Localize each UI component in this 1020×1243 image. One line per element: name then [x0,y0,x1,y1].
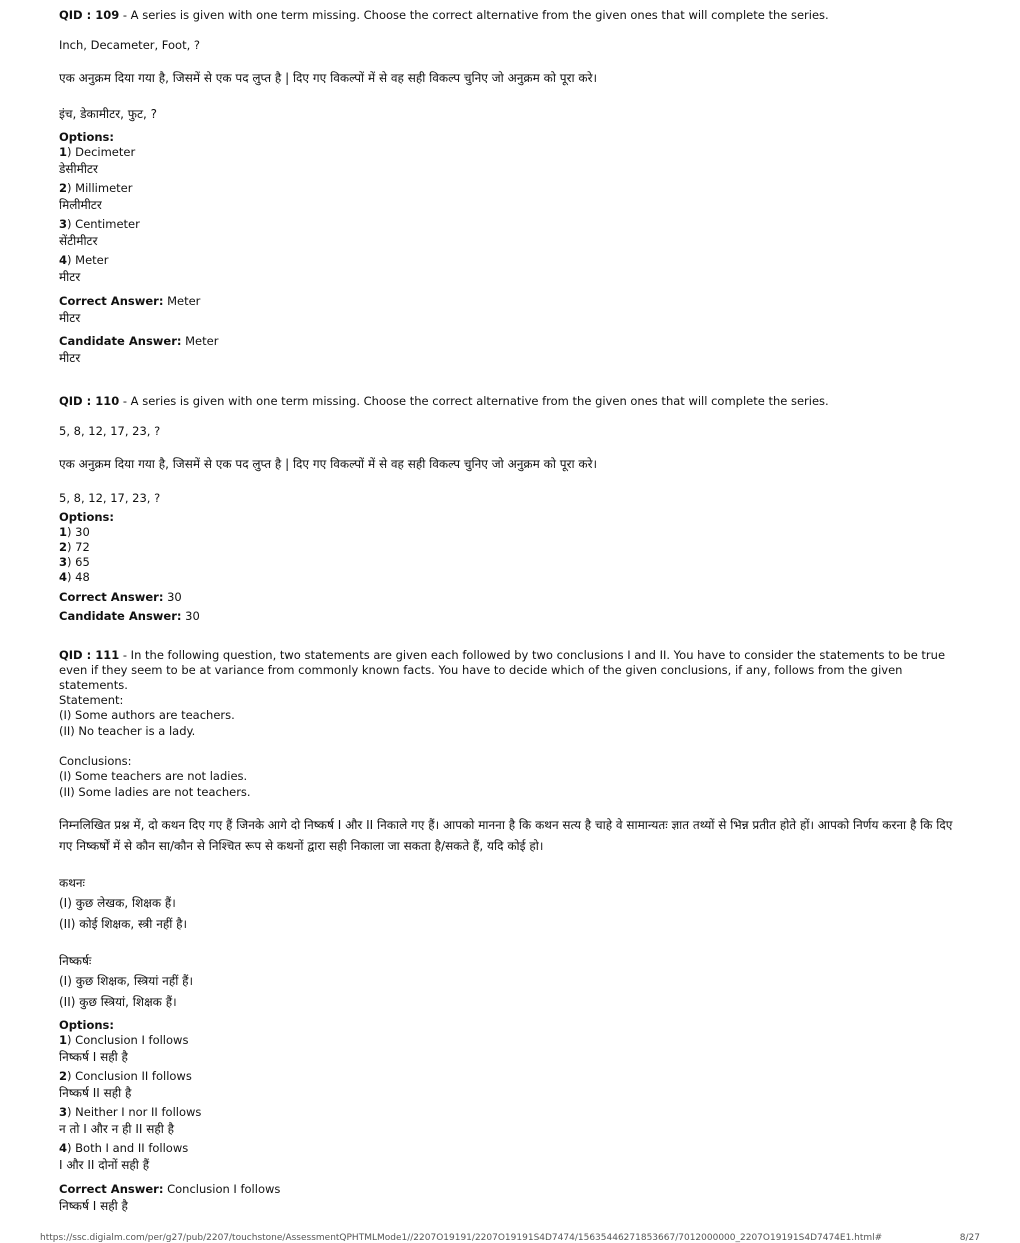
q110-question [59,394,959,409]
q109-option-2-hi: मिलीमीटर [59,198,102,212]
q110-option-1: 1) 30 [59,525,90,539]
q111-conclusion-1: (I) Some teachers are not ladies. [59,769,248,783]
q111-qid: QID : 111 [59,648,120,662]
q109-series-hi: इंच, डेकामीटर, फुट, ? [59,107,158,121]
q110-series-hi: 5, 8, 12, 17, 23, ? [59,491,161,505]
q110-options-label: Options: [59,510,114,524]
q111-option-2-hi: निष्कर्ष II सही है [59,1086,132,1100]
footer-page-number: 8/27 [959,1233,980,1243]
q111-statement-2: (II) No teacher is a lady. [59,724,196,738]
q111-question-hi: निम्नलिखित प्रश्न में, दो कथन दिए गए हैं जिनके आगे दो निष्कर्ष I और II निकाले गए हैं। आपको मानना है कि कथन सत्य है चाहे वे सामान्यतः ज्ञात तथ्यों से भिन्न प्रतीत होते हों। आपको निर्णय करना है कि दिए गए निष्कर्षों में से कौन सा/कौन से निश्चित रूप से कथनों द्वारा सही निकाला जा सकता है/सकते हैं, यदि कोई हो। [59,818,953,853]
q110-option-4: 4) 48 [59,570,90,584]
q111-option-2: 2) Conclusion II follows [59,1069,192,1083]
page-footer [40,1233,980,1243]
q109-option-4-hi: मीटर [59,270,81,284]
q111-option-1-hi: निष्कर्ष I सही है [59,1050,128,1064]
q109-question-hi: एक अनुक्रम दिया गया है, जिसमें से एक पद लुप्त है | दिए गए विकल्पों में से वह सही विकल्प चुनिए जो अनुक्रम को पूरा करे। [59,71,598,85]
q110-question-text: - A series is given with one term missing. Choose the correct alternative from the given ones that will complete the series. [119,394,829,408]
q110-question-hi: एक अनुक्रम दिया गया है, जिसमें से एक पद लुप्त है | दिए गए विकल्पों में से वह सही विकल्प चुनिए जो अनुक्रम को पूरा करे। [59,457,598,471]
q109-question-text: - A series is given with one term missing. Choose the correct alternative from the given ones that will complete the series. [119,8,829,22]
q111-option-1: 1) Conclusion I follows [59,1033,189,1047]
q111-option-4-hi: I और II दोनों सही हैं [59,1158,150,1172]
q109-option-1-hi: डेसीमीटर [59,162,98,176]
q111-conclusions-label: Conclusions: [59,754,132,768]
q109-question [59,8,959,23]
q110-option-2: 2) 72 [59,540,90,554]
q109-series: Inch, Decameter, Foot, ? [59,38,201,52]
q110-candidate-answer: Candidate Answer: 30 [59,609,200,623]
q109-option-4: 4) Meter [59,253,109,267]
q109-correct-answer-hi: मीटर [59,311,81,325]
q111-correct-answer: Correct Answer: Conclusion I follows [59,1182,281,1196]
q110-qid: QID : 110 [59,394,120,408]
q111-conclusion-2: (II) Some ladies are not teachers. [59,785,251,799]
q109-qid: QID : 109 [59,8,120,22]
q109-candidate-answer-hi: मीटर [59,351,81,365]
q111-options-label: Options: [59,1018,114,1032]
q111-conclusion-1-hi: (I) कुछ शिक्षक, स्त्रियां नहीं हैं। [59,974,194,988]
q109-option-3-hi: सेंटीमीटर [59,234,98,248]
q111-question [59,648,959,693]
q111-statement-label: Statement: [59,693,124,707]
q109-correct-answer: Correct Answer: Meter [59,294,201,308]
q111-statement-1-hi: (I) कुछ लेखक, शिक्षक हैं। [59,896,176,910]
q111-statement-1: (I) Some authors are teachers. [59,708,235,722]
q110-option-3: 3) 65 [59,555,90,569]
q109-option-1: 1) Decimeter [59,145,136,159]
q111-statement-2-hi: (II) कोई शिक्षक, स्त्री नहीं है। [59,917,188,931]
q109-option-2: 2) Millimeter [59,181,133,195]
footer-url: https://ssc.digialm.com/per/g27/pub/2207/touchstone/AssessmentQPHTMLMode1//2207O19191/2207O19191S4D7474/15635446271853667/7012000000_2207O19191S4D7474E1.html# [40,1233,883,1243]
q109-option-3: 3) Centimeter [59,217,140,231]
q110-correct-answer: Correct Answer: 30 [59,590,182,604]
q111-conclusions-label-hi: निष्कर्षः [59,954,92,968]
q111-question-text: - In the following question, two statements are given each followed by two conclusions I and II. You have to consider the statements to be true even if they seem to be at variance from commonly known facts. You have to decide which of the given conclusions, if any, follows from the given statements. [59,648,946,692]
q111-option-4: 4) Both I and II follows [59,1141,189,1155]
q109-options-label: Options: [59,130,114,144]
q110-series: 5, 8, 12, 17, 23, ? [59,424,161,438]
q111-option-3-hi: न तो I और न ही II सही है [59,1122,175,1136]
q111-statement-label-hi: कथनः [59,876,85,890]
q111-conclusion-2-hi: (II) कुछ स्त्रियां, शिक्षक हैं। [59,995,177,1009]
q111-option-3: 3) Neither I nor II follows [59,1105,202,1119]
q111-correct-answer-hi: निष्कर्ष I सही है [59,1199,128,1213]
q109-candidate-answer: Candidate Answer: Meter [59,334,219,348]
